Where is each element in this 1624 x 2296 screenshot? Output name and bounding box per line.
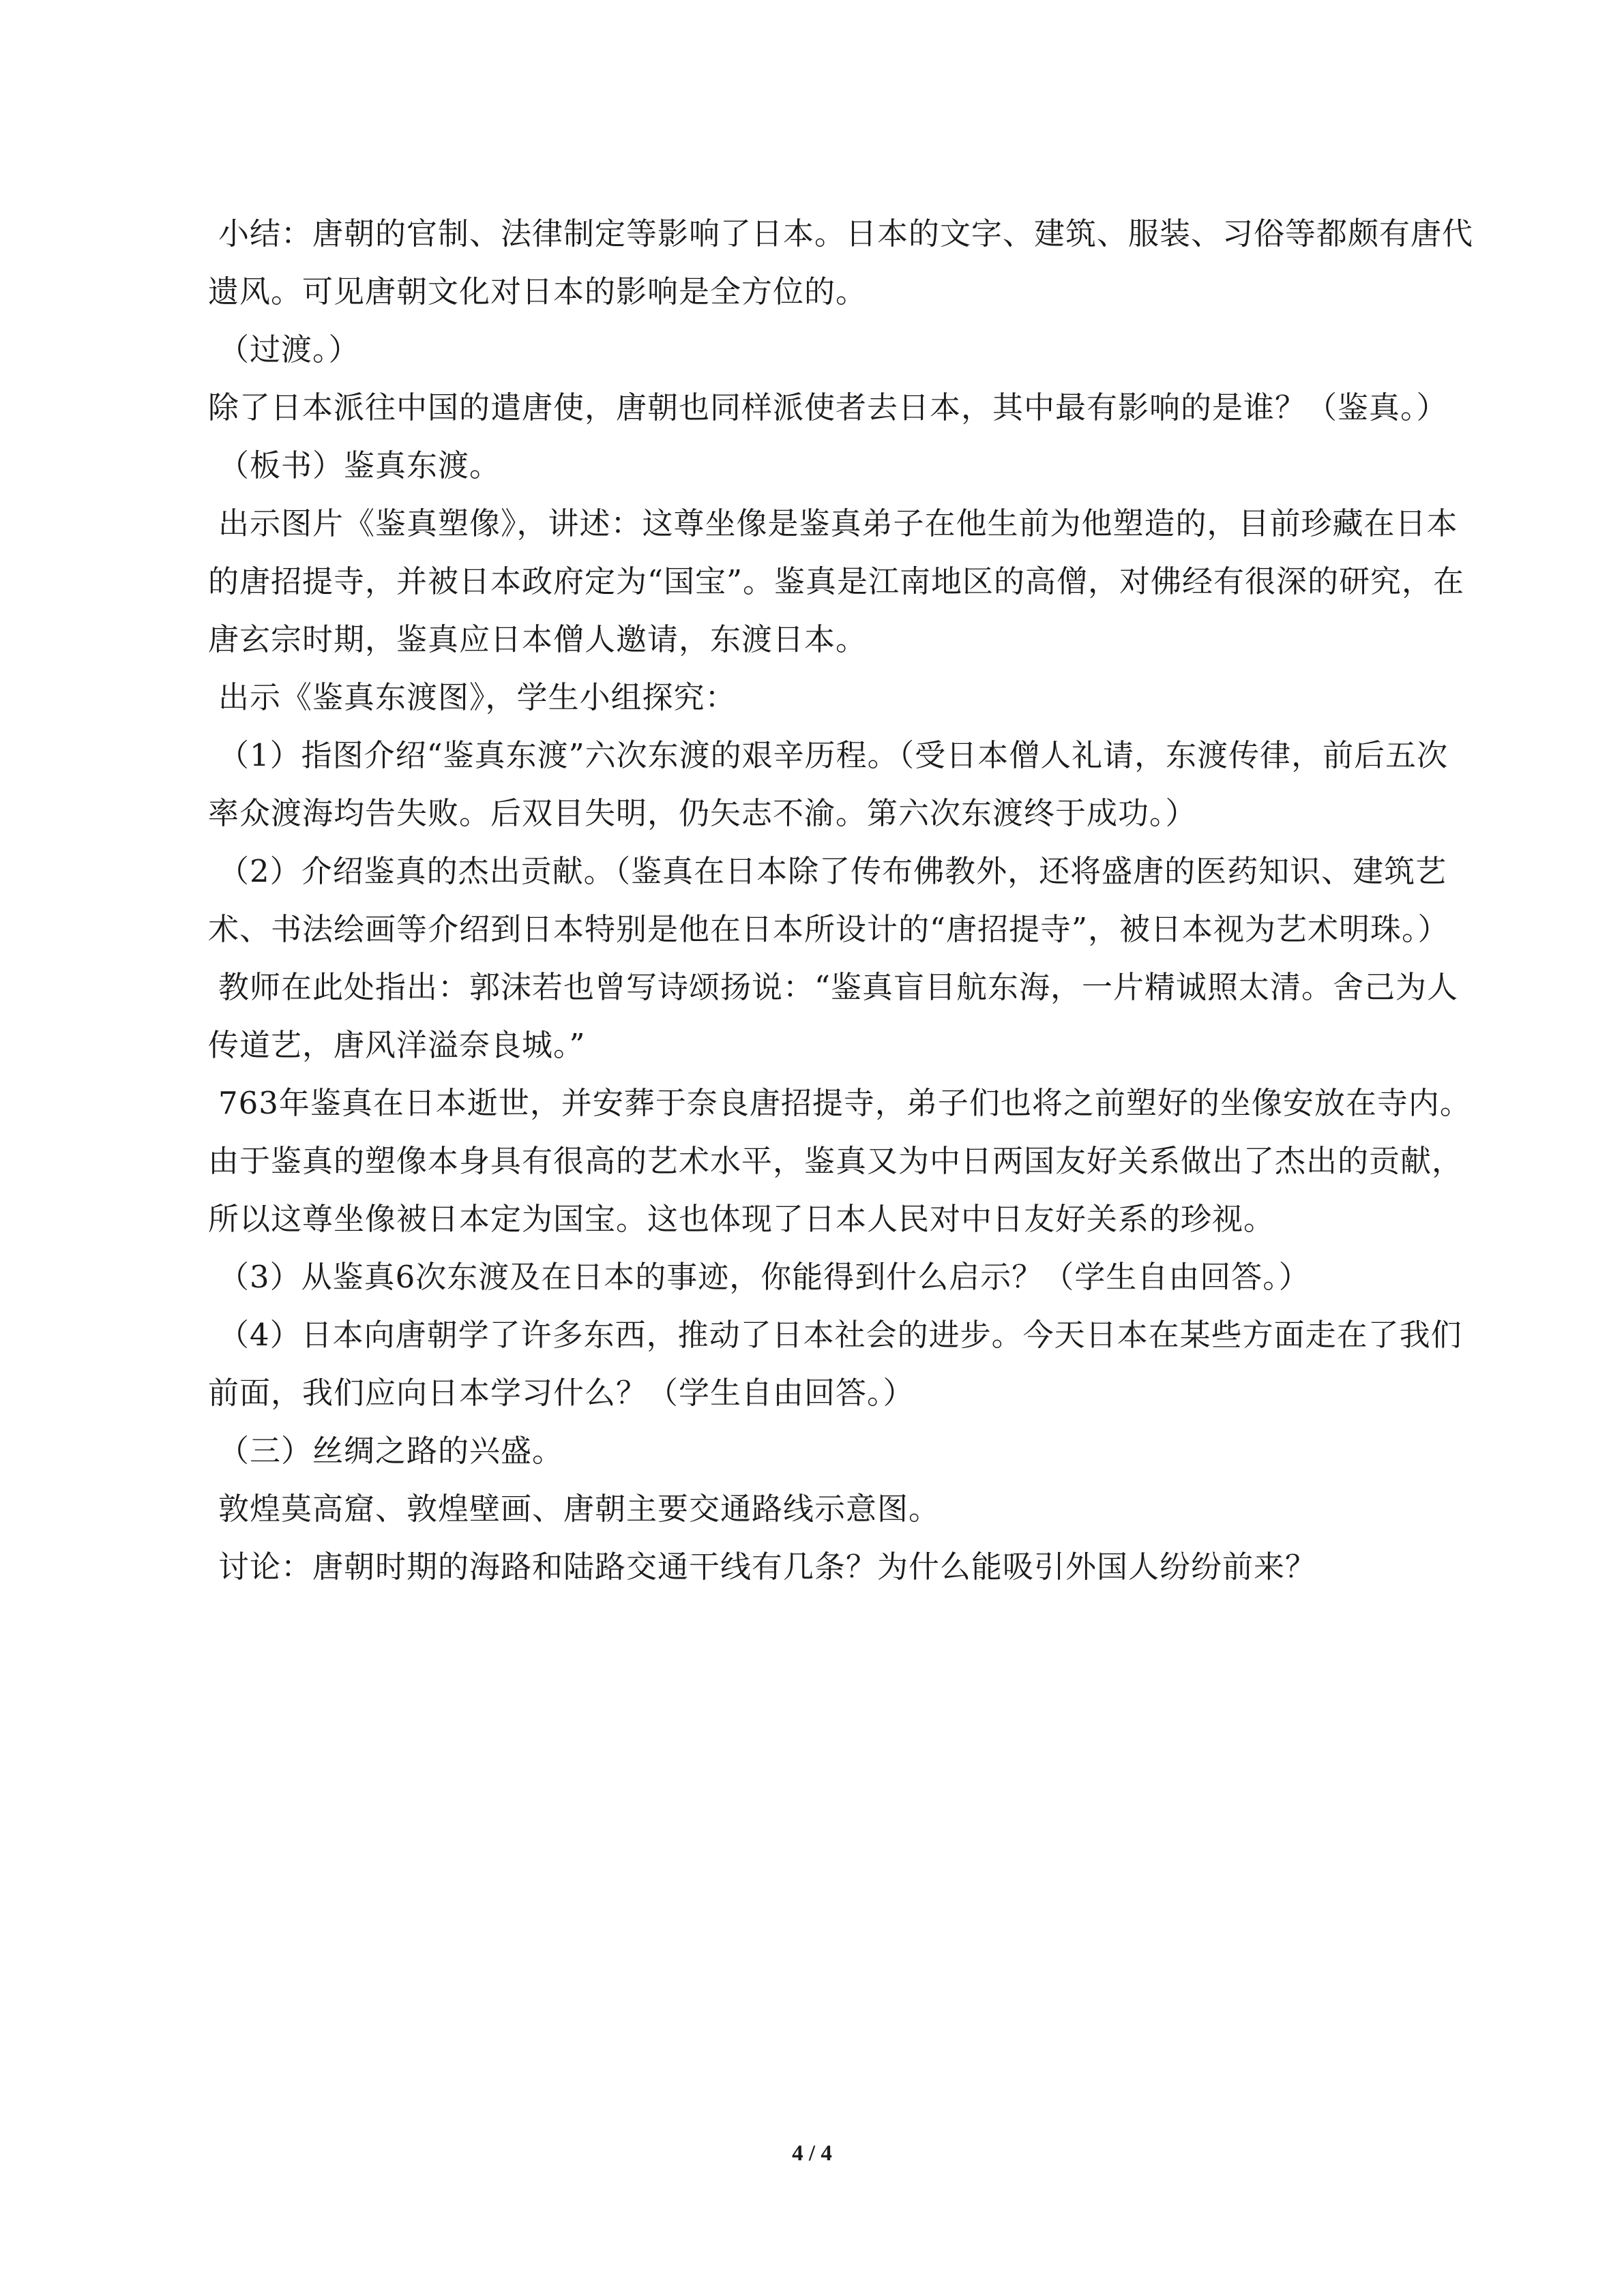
paragraph-dunhuang: 敦煌莫高窟、敦煌壁画、唐朝主要交通路线示意图。 xyxy=(218,1491,941,1527)
paragraph-item-3: （3）从鉴真6次东渡及在日本的事迹，你能得到什么启示？（学生自由回答。） xyxy=(218,1259,1310,1295)
paragraph-map-inquiry: 出示《鉴真东渡图》，学生小组探究： xyxy=(218,679,737,715)
paragraph-board-note: （板书）鉴真东渡。 xyxy=(218,447,501,483)
paragraph-item-2: （2）介绍鉴真的杰出贡献。（鉴真在日本除了传布佛教外，还将盛唐的医药知识、建筑艺术、书法绘画等介绍到日本特别是他在日本所设计的“唐招提寺”，被日本视为艺术明珠。） xyxy=(208,853,1449,947)
paragraph-item-1: （1）指图介绍“鉴真东渡”六次东渡的艰辛历程。（受日本僧人礼请，东渡传律，前后五次率众渡海均告失败。后双目失明，仍矢志不渝。第六次东渡终于成功。） xyxy=(208,737,1449,831)
paragraph-763: 763年鉴真在日本逝世，并安葬于奈良唐招提寺，弟子们也将之前塑好的坐像安放在寺内。由于鉴真的塑像本身具有很高的艺术水平，鉴真又为中日两国友好关系做出了杰出的贡献，所以这尊坐像被日本定为国宝。这也体现了日本人民对中日友好关系的珍视。 xyxy=(208,1085,1471,1237)
paragraph-discussion: 讨论：唐朝时期的海路和陆路交通干线有几条？为什么能吸引外国人纷纷前来？ xyxy=(218,1549,1317,1585)
paragraph-transition: （过渡。） xyxy=(218,331,360,368)
paragraph-summary: 小结：唐朝的官制、法律制定等影响了日本。日本的文字、建筑、服装、习俗等都颇有唐代遗风。可见唐朝文化对日本的影响是全方位的。 xyxy=(208,215,1474,310)
document-body xyxy=(208,205,1477,1596)
paragraph-statue: 出示图片《鉴真塑像》，讲述：这尊坐像是鉴真弟子在他生前为他塑造的，目前珍藏在日本的唐招提寺，并被日本政府定为“国宝”。鉴真是江南地区的高僧，对佛经有很深的研究，在唐玄宗时期，鉴真应日本僧人邀请，东渡日本。 xyxy=(208,505,1465,657)
paragraph-silk-road-heading: （三）丝绸之路的兴盛。 xyxy=(218,1433,564,1469)
paragraph-item-4: （4）日本向唐朝学了许多东西，推动了日本社会的进步。今天日本在某些方面走在了我们前面，我们应向日本学习什么？（学生自由回答。） xyxy=(208,1317,1462,1411)
paragraph-question-envoy: 除了日本派往中国的遣唐使，唐朝也同样派使者去日本，其中最有影响的是谁？（鉴真。） xyxy=(208,389,1448,426)
page-number: 4 / 4 xyxy=(792,2141,832,2166)
paragraph-poem: 教师在此处指出：郭沫若也曾写诗颂扬说：“鉴真盲目航东海，一片精诚照太清。舍己为人传道艺，唐风洋溢奈良城。” xyxy=(208,969,1459,1063)
